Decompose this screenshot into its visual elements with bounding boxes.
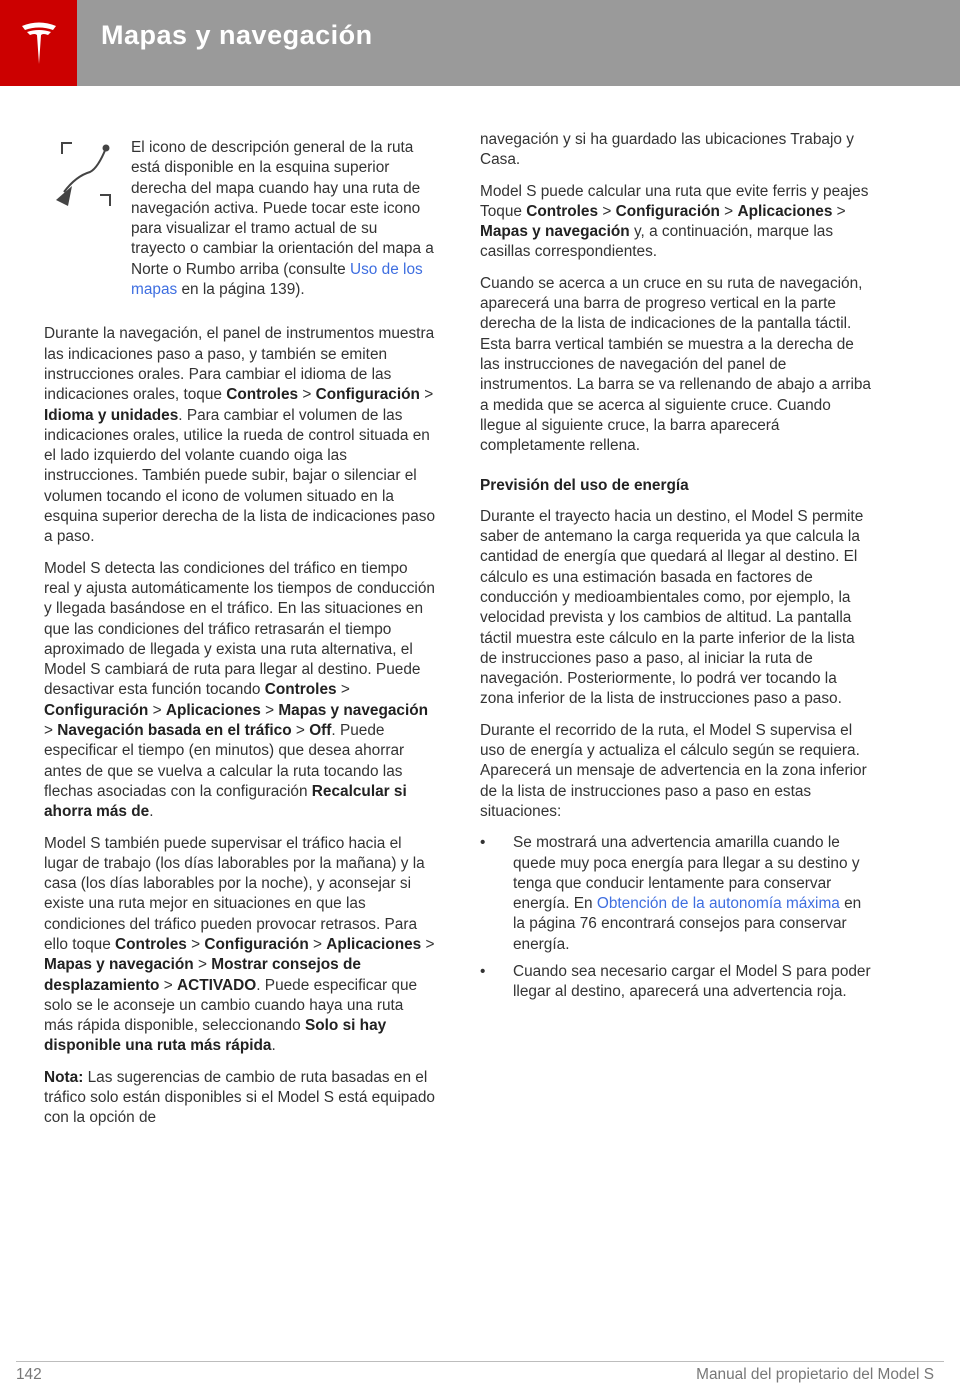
separator: > [260, 701, 279, 719]
bold-term: Solo si hay disponible una ruta más rápida [44, 1017, 387, 1055]
text: Model S también puede supervisar el tráfico hacia el lugar de trabajo (los días laborables por la mañana) y la casa (los días laborables por la noche), y aconsejar si existe una ruta mejor en situaciones en que las condiciones del tráfico pueden provocar retrasos. Para ello toque [44, 834, 425, 953]
text: . Puede especificar el tiempo (en minutos) que desea ahorrar antes de que se vuelva a calcular la ruta tocando las flechas asociadas con la configuración [44, 722, 405, 800]
bold-term: Controles [264, 681, 337, 699]
text: . [271, 1037, 276, 1055]
section-title: Previsión del uso de energía [480, 477, 689, 495]
bold-term: Mostrar consejos de desplazamiento [44, 956, 361, 994]
bold-term: ACTIVADO [177, 976, 257, 994]
note-text: Las sugerencias de cambio de ruta basadas en el tráfico solo están disponibles si el Model S está equipado con la opción de [44, 1068, 435, 1127]
bold-term: Mapas y navegación [480, 223, 630, 241]
paragraph [44, 324, 436, 547]
text: . Para cambiar el volumen de las indicaciones orales, utilice la rueda de control situada en el lado izquierdo del volante cuando oiga las instrucciones. También puede subir, bajar o silenciar el volumen tocando el icono de volumen situado en la esquina superior derecha de la lista de indicaciones paso a paso. [44, 406, 436, 546]
bold-term: Recalcular si ahorra más de [44, 782, 407, 821]
bold-term: Aplicaciones [737, 202, 833, 220]
bold-term: Controles [526, 202, 599, 220]
bold-term: Aplicaciones [165, 701, 261, 719]
footer-divider [16, 1361, 944, 1362]
bold-term: Idioma y unidades [44, 406, 179, 424]
separator: > [186, 935, 205, 953]
separator: > [832, 202, 846, 220]
bullet-marker: • [480, 962, 486, 980]
bold-term: Aplicaciones [326, 935, 422, 953]
warning-list [480, 833, 872, 1002]
text: Model S detecta las condiciones del tráfico en tiempo real y ajusta automáticamente los tiempos de conducción y llegada basándose en el tráfico. En las situaciones en que las condiciones del tráfico retrasarán el tiempo aproximado de llegada y exista una ruta alternativa, el Model S cambiará de ruta para llegar al destino. Puede desactivar esta función tocando [44, 559, 435, 699]
separator: > [421, 935, 435, 953]
text: Durante la navegación, el panel de instrumentos muestra las indicaciones paso a paso, y también se emiten instrucciones orales. Para cambiar el idioma de las indicaciones orales, toque [44, 325, 435, 404]
bold-term: Navegación basada en el tráfico [57, 722, 292, 740]
separator: > [159, 976, 178, 994]
page-title: Mapas y navegación [101, 20, 373, 50]
bold-term: Mapas y navegación [278, 701, 429, 719]
bold-term: Off [309, 722, 332, 740]
bold-term: Controles [115, 935, 187, 953]
separator: > [298, 386, 316, 404]
bold-term: Configuración [204, 935, 309, 953]
page-header [0, 0, 960, 86]
list-item [480, 833, 872, 955]
note-label: Nota: [44, 1068, 84, 1086]
separator: > [419, 386, 434, 404]
paragraph: navegación y si ha guardado las ubicaciones Trabajo y Casa. [480, 131, 854, 169]
note [44, 1068, 436, 1129]
tesla-logo-icon [20, 20, 58, 66]
separator: > [336, 681, 350, 699]
text: . Puede especificar que solo se le aconseje un cambio cuando haya una ruta más rápida disponible, seleccionando [44, 976, 418, 1035]
bold-term: Mapas y navegación [44, 956, 194, 974]
bold-term: Configuración [44, 701, 149, 719]
bold-term: Configuración [615, 202, 720, 220]
text: en la página 76 encontrará consejos para conservar energía. [513, 895, 862, 953]
route-overview-icon [50, 140, 116, 212]
separator: > [148, 701, 166, 719]
text: Model S puede calcular una ruta que evite ferris y peajes Toque [480, 182, 869, 220]
separator: > [44, 722, 58, 740]
separator: > [598, 202, 616, 220]
route-overview-note [44, 138, 436, 300]
separator: > [719, 202, 738, 220]
text: Se mostrará una advertencia amarilla cuando le quede muy poca energía para llegar a su destino y tenga que conducir lentamente para conservar energía. En [513, 834, 860, 913]
manual-title: Manual del propietario del Model S [696, 1366, 934, 1383]
text: Cuando sea necesario cargar el Model S para poder llegar al destino, aparecerá una advertencia roja. [513, 962, 871, 1001]
text: y, a continuación, marque las casillas correspondientes. [480, 223, 834, 261]
left-column [44, 138, 436, 1140]
separator: > [193, 956, 212, 974]
separator: > [308, 935, 327, 953]
paragraph: Durante el trayecto hacia un destino, el Model S permite saber de antemano la carga requerida ya que calcula la cantidad de energía que quedará al llegar al destino. El cálculo es una estimación basada en factores de conducción y medioambientales como, por ejemplo, la velocidad prevista y los cambios de altitud. La pantalla táctil muestra este cálculo en la parte inferior de la lista de instrucciones paso a paso, al iniciar la ruta de navegación. Posteriormente, lo podrá ver tocando la zona inferior de la lista de instrucciones paso a paso. [480, 507, 864, 708]
paragraph: Durante el recorrido de la ruta, el Model S supervisa el uso de energía y actualiza el cálculo según se requiera. Aparecerá un mensaje de advertencia en la zona inferior de la lista de instrucciones paso a paso en estas situaciones: [480, 721, 867, 820]
bold-term: Configuración [315, 386, 420, 404]
paragraph [44, 834, 436, 1057]
link-obtencion-autonomia-maxima[interactable]: Obtención de la autonomía máxima [596, 895, 840, 913]
bold-term: Controles [226, 386, 299, 404]
text: . [149, 803, 154, 821]
link-uso-de-los-mapas[interactable]: Uso de los mapas [131, 260, 423, 299]
paragraph [480, 182, 872, 263]
tesla-logo [0, 0, 77, 86]
right-column [480, 130, 872, 1010]
paragraph [44, 559, 436, 823]
separator: > [291, 722, 310, 740]
paragraph: Cuando se acerca a un cruce en su ruta de navegación, aparecerá una barra de progreso vertical en la parte derecha de la lista de indicaciones de la pantalla táctil. Esta barra vertical también se muestra a la derecha de las instrucciones de navegación del panel de instrumentos. La barra se va rellenando de abajo a arriba a medida que se acerca al siguiente cruce. Cuando llegue al siguiente cruce, la barra aparecerá completamente rellena. [480, 274, 871, 455]
bullet-marker: • [480, 834, 486, 852]
icon-text-2: en la página 139). [177, 281, 305, 299]
icon-text-1: El icono de descripción general de la ruta está disponible en la esquina superior derecha del mapa cuando hay una ruta de navegación activa. Puede tocar este icono para visualizar el tramo actual de su trayecto o cambiar la orientación del mapa a Norte o Rumbo arriba (consulte [131, 139, 434, 278]
page-number: 142 [16, 1366, 42, 1383]
list-item [480, 962, 872, 1003]
